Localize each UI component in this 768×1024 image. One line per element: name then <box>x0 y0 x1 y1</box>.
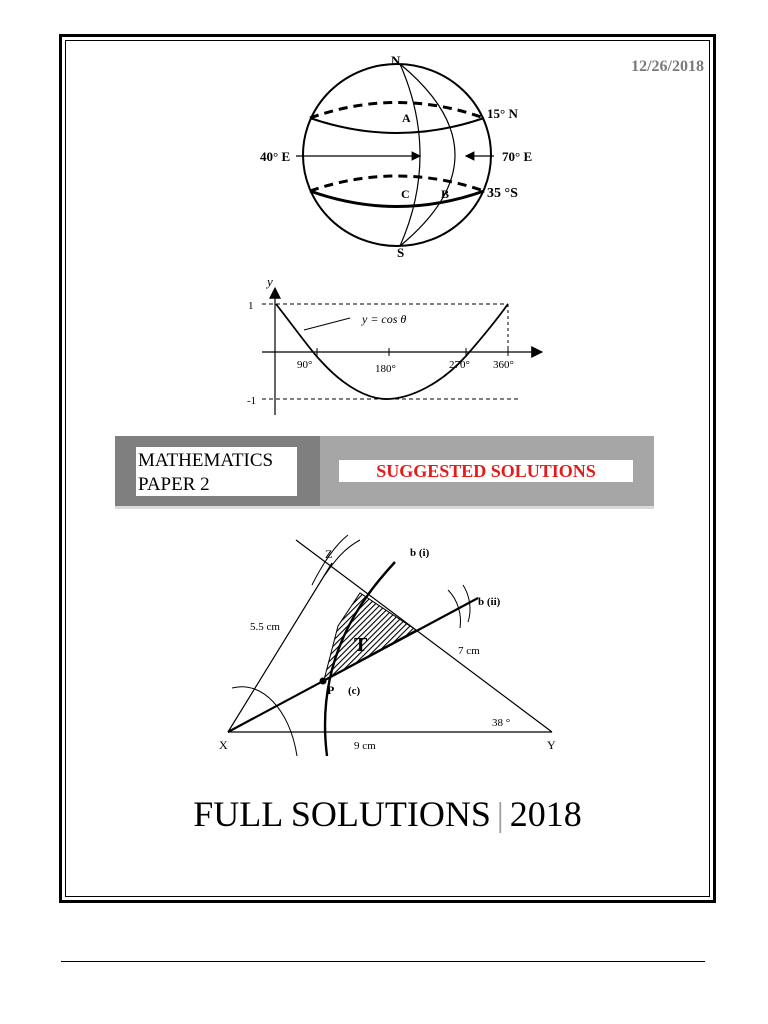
label-long-40e: 40° E <box>260 149 291 164</box>
equation-pointer <box>304 318 350 330</box>
full-solutions-text: FULL SOLUTIONS <box>193 794 491 834</box>
part-c-label: (c) <box>348 685 361 697</box>
subject-line-2: PAPER 2 <box>138 474 210 495</box>
full-solutions-title <box>59 792 716 838</box>
x-tick-label-270: 270° <box>449 359 470 371</box>
x-tick-label-360: 360° <box>493 359 514 371</box>
construction-arc-b-ii-1 <box>448 590 461 628</box>
triangle-construction <box>215 530 575 760</box>
y-max-label: 1 <box>248 300 254 312</box>
side-xz-label: 5.5 cm <box>250 621 280 633</box>
side-xy-label: 9 cm <box>354 740 376 752</box>
label-south: S <box>397 245 405 260</box>
date-label: 12/26/2018 <box>631 58 704 75</box>
page-bottom-rule <box>61 961 705 962</box>
label-point-b: B <box>441 187 450 201</box>
y-axis-label: y <box>267 274 273 289</box>
title-separator: | <box>496 797 504 834</box>
vertex-x-label: X <box>219 738 228 752</box>
meridian-40e <box>400 64 420 246</box>
cosine-graph <box>240 270 550 420</box>
bisector-ii-label: b (ii) <box>478 596 501 608</box>
point-p-label: P <box>327 683 335 697</box>
title-banner <box>115 436 654 509</box>
globe-diagram <box>250 50 540 265</box>
side-xz <box>228 563 335 732</box>
meridian-70e <box>400 64 455 246</box>
x-tick-label-180: 180° <box>375 363 396 375</box>
year-text: 2018 <box>509 794 582 834</box>
bisector-i-label: b (i) <box>410 547 430 559</box>
globe-outline <box>303 64 491 246</box>
side-zy-extended <box>296 540 552 732</box>
banner-strip <box>115 506 654 509</box>
subtitle: SUGGESTED SOLUTIONS <box>339 460 633 482</box>
subject-title <box>136 447 297 496</box>
angle-y-label: 38 ° <box>492 717 511 729</box>
equation-label: y = cos θ <box>362 312 407 326</box>
latitude-15n-front <box>310 118 484 133</box>
vertex-y-label: Y <box>547 738 556 752</box>
label-long-70e: 70° E <box>502 149 533 164</box>
region-t <box>324 593 416 680</box>
subject-line-1: MATHEMATICS <box>138 450 274 471</box>
region-t-label: T <box>354 634 368 656</box>
point-p <box>320 678 327 685</box>
label-lat-35s: 35 °S <box>487 186 518 201</box>
latitude-35s-back <box>310 176 484 191</box>
label-north: N <box>391 53 401 68</box>
label-point-c: C <box>401 187 410 201</box>
label-point-a: A <box>402 111 411 125</box>
vertex-z-label: Z <box>325 547 333 561</box>
x-tick-label-90: 90° <box>297 359 313 371</box>
latitude-15n-back <box>310 103 484 119</box>
construction-arc-x <box>232 687 297 756</box>
label-lat-15n: 15° N <box>487 106 518 121</box>
side-zy-label: 7 cm <box>458 645 480 657</box>
y-min-label: -1 <box>247 395 257 407</box>
latitude-35s-front <box>310 191 484 207</box>
